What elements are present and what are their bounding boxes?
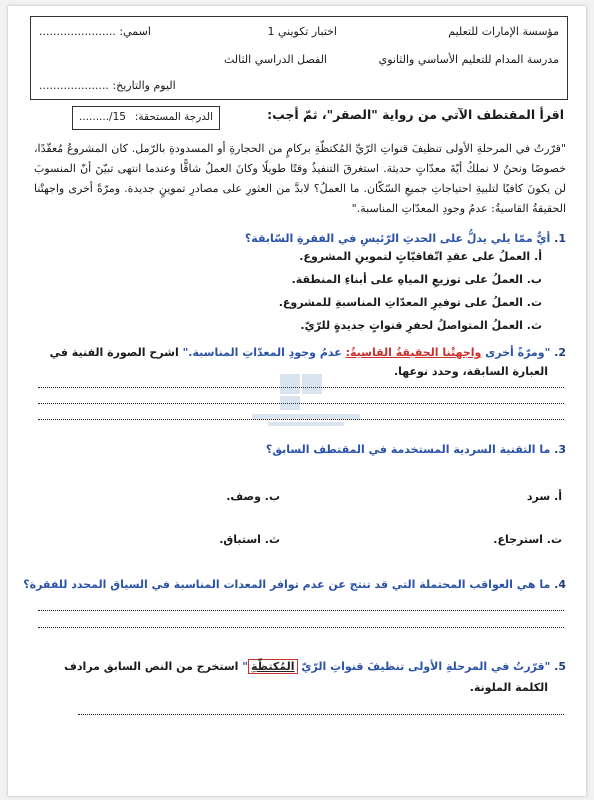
question-5-quote-end: ": [242, 660, 249, 673]
question-4-number: 4.: [554, 578, 566, 591]
q1-option-d[interactable]: ث. العملُ المتواصلُ لحفرِ قنواتٍ جديدةٍ للرّيّ.: [300, 319, 542, 332]
question-3-number: 3.: [554, 443, 566, 456]
score-value[interactable]: ........./15: [79, 111, 126, 123]
answer-line[interactable]: [38, 610, 564, 611]
question-2-line2: العبارة السابقة، وحدد نوعها.: [393, 365, 548, 378]
question-1: [245, 232, 566, 245]
question-4: [23, 578, 566, 591]
question-2-quote-end: عدمُ وجودِ المعدّاتِ المناسبة.": [182, 346, 346, 359]
exam-title: اختبار تكويني 1: [267, 25, 337, 38]
question-5-highlight: المُكتظّةِ: [248, 659, 298, 674]
q3-option-c[interactable]: ت. استرجاع.: [493, 533, 562, 546]
answer-line[interactable]: [78, 714, 564, 715]
question-3-text: ما التقنية السردية المستخدمة في المقتطف السابق؟: [265, 443, 551, 456]
student-name-field[interactable]: اسمي: ......................: [39, 25, 151, 38]
question-2-quote-start: "ومرّةً أخرى: [481, 346, 551, 359]
reading-instruction: اقرأ المقتطف الآتي من رواية "الصقر"، ثمّ أجب:: [267, 107, 564, 122]
question-5-number: 5.: [554, 660, 566, 673]
passage-text: "قرّرتُ في المرحلةِ الأولى تنظيفَ قنواتِ الرّيِّ المُكتظّةِ بركامٍ من الحجارةِ أو المسدودةِ بالرّمل. كان المشروعُ مُعقّدًا، خصوصًا ونحنُ لا نملكُ أيّةَ معدّاتٍ حديثة. استغرقَ التنفيذُ وقتًا طويلًا وكانَ العملُ شاقًّا وعندما انتهى تبيّنَ أنّ المنسوبَ لن يكونَ كافيًا لتلبيةِ احتياجاتِ جميعِ السّكّان. ما العملُ؟ لابدَّ من العثورِ على مصادرِ تموينٍ جديدة. ومرّةً أخرى واجهتْنا الحقيقةُ القاسيةُ: عدمُ وجودِ المعدّاتِ المناسبة.": [34, 142, 566, 215]
date-field[interactable]: اليوم والتاريخ: ....................: [39, 79, 176, 92]
question-1-text: أيٌّ ممّا يلي يدلُّ على الحدثِ الرّئيسِ في الفقرةِ السّابقة؟: [244, 232, 551, 245]
watermark-logo: [242, 372, 370, 430]
q3-option-d[interactable]: ث. استباق.: [219, 533, 280, 546]
header-box: [30, 16, 568, 100]
score-label: الدرجة المستحقة:: [134, 111, 213, 123]
answer-line[interactable]: [38, 627, 564, 628]
worksheet-page: [8, 6, 586, 796]
question-5: [64, 660, 566, 673]
question-5-prompt: استخرج من النص السابق مرادف: [64, 660, 243, 673]
question-4-text: ما هي العواقب المحتملة التي قد تنتج عن عدم توافر المعدات المناسبة في السياق المحدد للفقرة؟: [23, 578, 551, 591]
institution-name: مؤسسة الإمارات للتعليم: [448, 25, 559, 38]
q3-option-b[interactable]: ب. وصف.: [226, 490, 280, 503]
question-5-quote-start: "قرّرتُ في المرحلةِ الأولى تنظيفَ قنواتِ الرّيّ: [297, 660, 551, 673]
score-box: [72, 106, 220, 130]
q1-option-b[interactable]: ب. العملُ على توزيعِ المياهِ على أبناءِ المنطقة.: [291, 273, 542, 286]
term-label: الفصل الدراسي الثالث: [223, 53, 327, 66]
question-2-prompt: اشرح الصورة الفنية في: [49, 346, 183, 359]
question-2-number: 2.: [554, 346, 566, 359]
question-2-highlight: واجهتْنا الحقيقةُ القاسيةُ:: [345, 346, 482, 359]
q3-option-a[interactable]: أ. سرد: [526, 490, 562, 503]
question-3: [266, 443, 566, 456]
q1-option-c[interactable]: ت. العملُ على توفيرِ المعدّاتِ المناسبةِ للمشروع.: [278, 296, 542, 309]
question-5-line2: الكلمة الملونة.: [469, 681, 548, 694]
question-2: [50, 346, 566, 359]
question-1-number: 1.: [554, 232, 566, 245]
school-name: مدرسة المدام للتعليم الأساسي والثانوي: [378, 53, 559, 66]
q1-option-a[interactable]: أ. العملُ على عقدِ اتّفاقيّاتٍ لتموينِ المشروع.: [299, 250, 542, 263]
